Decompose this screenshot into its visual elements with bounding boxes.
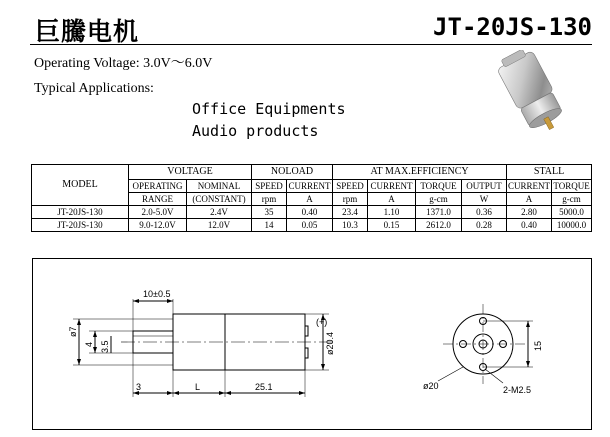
operating-header: OPERATING [129,180,187,193]
unit-cell: g-cm [416,193,462,206]
operating-voltage: Operating Voltage: 3.0V～6.0V [34,56,213,71]
polarity-mark: (+) [316,317,328,327]
table-cell: 10000.0 [552,219,592,232]
dim-label-251: 25.1 [255,382,273,392]
column-header: SPEED [333,180,368,193]
table-row [32,206,592,219]
dim-label-L: L [195,382,201,392]
nominal-header: NOMINAL [187,180,252,193]
dim-label-d7: ø7 [68,326,78,337]
table-row [32,219,592,232]
header-divider [30,44,592,45]
voltage-group-header: VOLTAGE [129,165,252,180]
table-cell: JT-20JS-130 [32,219,129,232]
table-cell: 1.10 [368,206,416,219]
column-header: SPEED [252,180,287,193]
motor-photo [478,50,578,146]
table-cell: 2.4V [187,206,252,219]
column-header: TORQUE [416,180,462,193]
dim-label-flat: 3.5 [100,340,110,353]
brand-name: 巨騰电机 [35,19,140,46]
spec-table [31,164,592,232]
table-cell: 2612.0 [416,219,462,232]
column-header: OUTPUT [462,180,507,193]
dim-label-screws: 2-M2.5 [503,385,532,395]
unit-cell: W [462,193,507,206]
table-cell: 2.0-5.0V [129,206,187,219]
model-title: JT-20JS-130 [433,13,592,41]
stall-group-header: STALL [507,165,592,180]
table-cell: 0.36 [462,206,507,219]
dim-label-shaft-length: 10±0.5 [143,289,171,299]
unit-cell: rpm [333,193,368,206]
unit-cell: A [287,193,333,206]
table-cell: 0.40 [287,206,333,219]
dim-label-d4: 4 [84,341,94,347]
leader-line [438,367,463,381]
dimension-drawing [32,258,592,430]
model-header: MODEL [32,165,129,206]
table-cell: 0.15 [368,219,416,232]
table-cell: 1371.0 [416,206,462,219]
unit-cell: A [507,193,552,206]
table-cell: 5000.0 [552,206,592,219]
table-cell: 0.40 [507,219,552,232]
column-header: TORQUE [553,181,590,191]
table-cell: 0.28 [462,219,507,232]
table-cell: 12.0V [187,219,252,232]
drawing-canvas [33,259,590,428]
dim-label-15: 15 [533,340,543,351]
constant-header: (CONSTANT) [187,193,252,206]
terminal-outline [305,326,308,336]
dim-label-body-dia: ø20.4 [325,331,335,355]
unit-cell: A [368,193,416,206]
table-cell: 35 [252,206,287,219]
unit-cell: g-cm [552,193,592,206]
column-header: CURRENT [368,180,416,193]
application-item: Office Equipments [192,100,346,118]
table-cell: 23.4 [333,206,368,219]
max-efficiency-group-header: AT MAX.EFFICIENCY [333,165,507,180]
dim-label-front-dia: ø20 [423,381,439,391]
range-header: RANGE [129,193,187,206]
terminal-outline [305,348,308,358]
unit-cell: rpm [252,193,287,206]
table-cell: 14 [252,219,287,232]
leader-line [485,369,503,383]
noload-group-header: NOLOAD [252,165,333,180]
table-cell: 10.3 [333,219,368,232]
dim-label-3: 3 [136,382,142,392]
table-cell: JT-20JS-130 [32,206,129,219]
table-cell: 9.0-12.0V [129,219,187,232]
application-item: Audio products [192,122,319,140]
table-cell: 2.80 [507,206,552,219]
typical-applications-label: Typical Applications: [34,81,154,96]
column-header: CURRENT [288,181,331,191]
column-header: CURRENT [508,181,551,191]
table-cell: 0.05 [287,219,333,232]
